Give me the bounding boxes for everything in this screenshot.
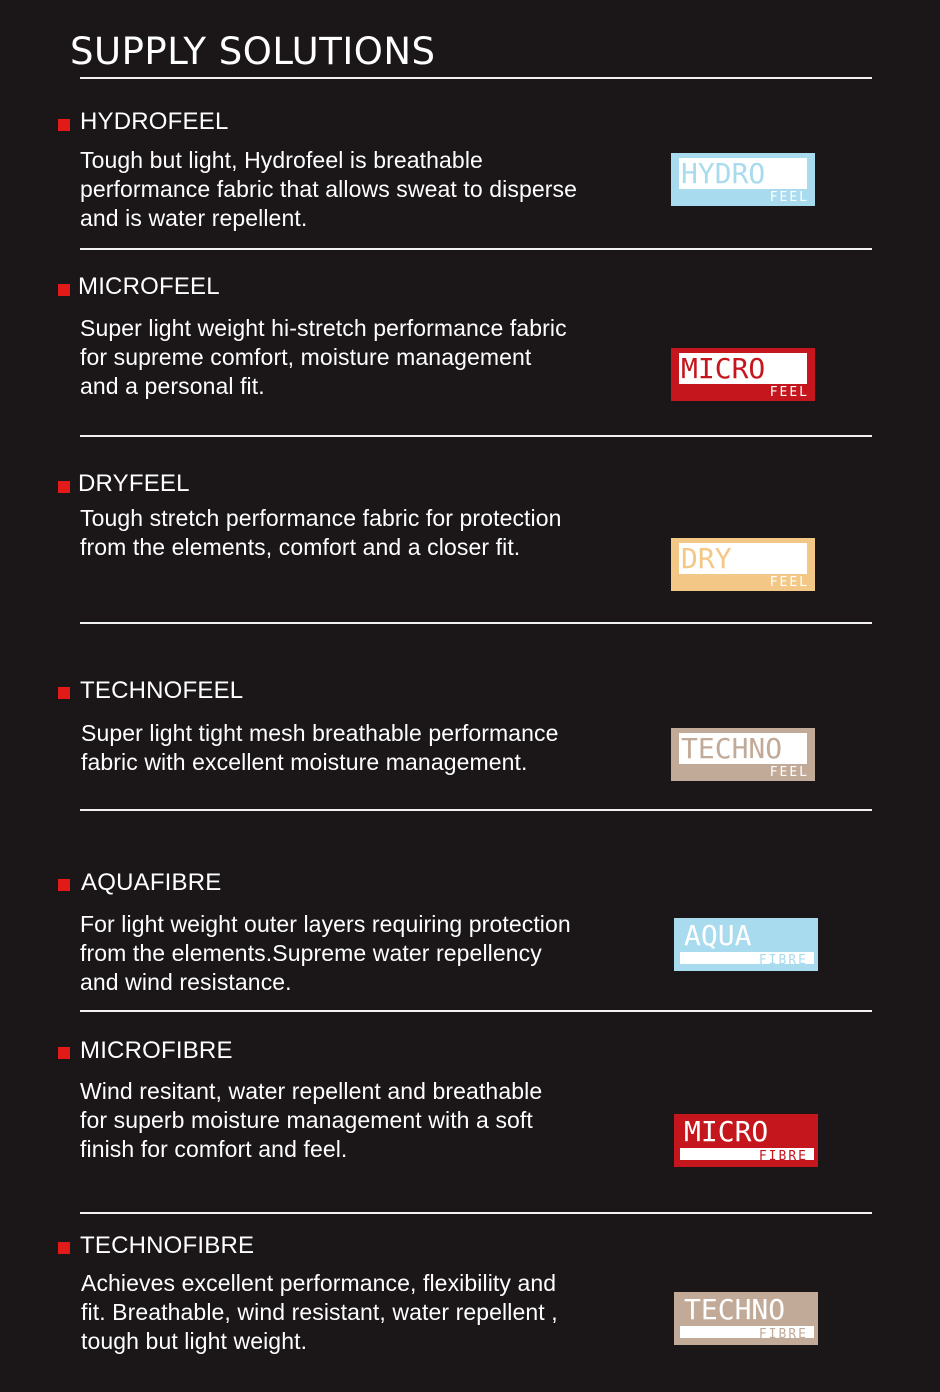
fabric-name: MICROFIBRE — [80, 1037, 233, 1064]
divider — [80, 1212, 872, 1214]
description-line: for superb moisture management with a soft — [80, 1107, 533, 1133]
red-bullet-icon — [58, 481, 70, 493]
red-bullet-icon — [58, 687, 70, 699]
page-title: SUPPLY SOLUTIONS — [70, 30, 436, 73]
red-bullet-icon — [58, 284, 70, 296]
fabric-name: TECHNOFEEL — [80, 677, 244, 704]
divider — [80, 248, 872, 250]
fabric-name: HYDROFEEL — [80, 108, 229, 135]
red-bullet-icon — [58, 1242, 70, 1254]
technofeel-logo — [671, 728, 815, 781]
description-line: For light weight outer layers requiring protection — [80, 911, 571, 937]
logo-sub-text: FEEL — [769, 765, 809, 780]
description-line: performance fabric that allows sweat to disperse — [80, 176, 577, 202]
red-bullet-icon — [58, 119, 70, 131]
logo-main-text: MICRO — [681, 352, 766, 385]
description-line: fabric with excellent moisture management. — [81, 749, 528, 775]
microfibre-logo — [674, 1114, 818, 1167]
divider — [80, 1010, 872, 1012]
logo-main-text: MICRO — [684, 1115, 769, 1148]
technofibre-logo — [674, 1292, 818, 1345]
fabric-description — [80, 146, 650, 233]
description-line: and a personal fit. — [80, 373, 265, 399]
divider — [80, 809, 872, 811]
red-bullet-icon — [58, 879, 70, 891]
description-line: Tough stretch performance fabric for protection — [80, 505, 562, 531]
fabric-description — [81, 1269, 651, 1356]
description-line: and is water repellent. — [80, 205, 308, 231]
fabric-description — [80, 314, 650, 401]
logo-sub-text: FIBRE — [758, 953, 808, 968]
divider — [80, 622, 872, 624]
description-line: Wind resitant, water repellent and breathable — [80, 1078, 543, 1104]
description-line: tough but light weight. — [81, 1328, 308, 1354]
microfeel-logo — [671, 348, 815, 401]
logo-sub-text: FIBRE — [758, 1149, 808, 1164]
logo-sub-text: FEEL — [769, 190, 809, 205]
logo-sub-text: FIBRE — [758, 1327, 808, 1342]
description-line: Super light tight mesh breathable performance — [81, 720, 559, 746]
red-bullet-icon — [58, 1047, 70, 1059]
logo-sub-text: FEEL — [769, 385, 809, 400]
aquafibre-logo — [674, 918, 818, 971]
logo-main-text: DRY — [681, 542, 732, 575]
description-line: finish for comfort and feel. — [80, 1136, 348, 1162]
description-line: Achieves excellent performance, flexibility and — [81, 1270, 557, 1296]
description-line: and wind resistance. — [80, 969, 292, 995]
fabric-name: TECHNOFIBRE — [80, 1232, 255, 1259]
fabric-description — [81, 719, 651, 777]
fabric-description — [80, 504, 650, 562]
divider — [80, 77, 872, 79]
description-line: Super light weight hi-stretch performance fabric — [80, 315, 567, 341]
hydrofeel-logo — [671, 153, 815, 206]
description-line: from the elements, comfort and a closer fit. — [80, 534, 521, 560]
dryfeel-logo — [671, 538, 815, 591]
fabric-description — [80, 910, 650, 997]
description-line: fit. Breathable, wind resistant, water repellent , — [81, 1299, 558, 1325]
description-line: Tough but light, Hydrofeel is breathable — [80, 147, 483, 173]
logo-main-text: TECHNO — [684, 1293, 786, 1326]
logo-main-text: HYDRO — [681, 157, 766, 190]
logo-sub-text: FEEL — [769, 575, 809, 590]
description-line: from the elements.Supreme water repellency — [80, 940, 542, 966]
divider — [80, 435, 872, 437]
fabric-name: AQUAFIBRE — [81, 869, 222, 896]
fabric-name: MICROFEEL — [78, 273, 220, 300]
logo-main-text: AQUA — [684, 919, 752, 952]
fabric-description — [80, 1077, 650, 1164]
description-line: for supreme comfort, moisture management — [80, 344, 532, 370]
logo-main-text: TECHNO — [681, 732, 783, 765]
fabric-name: DRYFEEL — [78, 470, 190, 497]
